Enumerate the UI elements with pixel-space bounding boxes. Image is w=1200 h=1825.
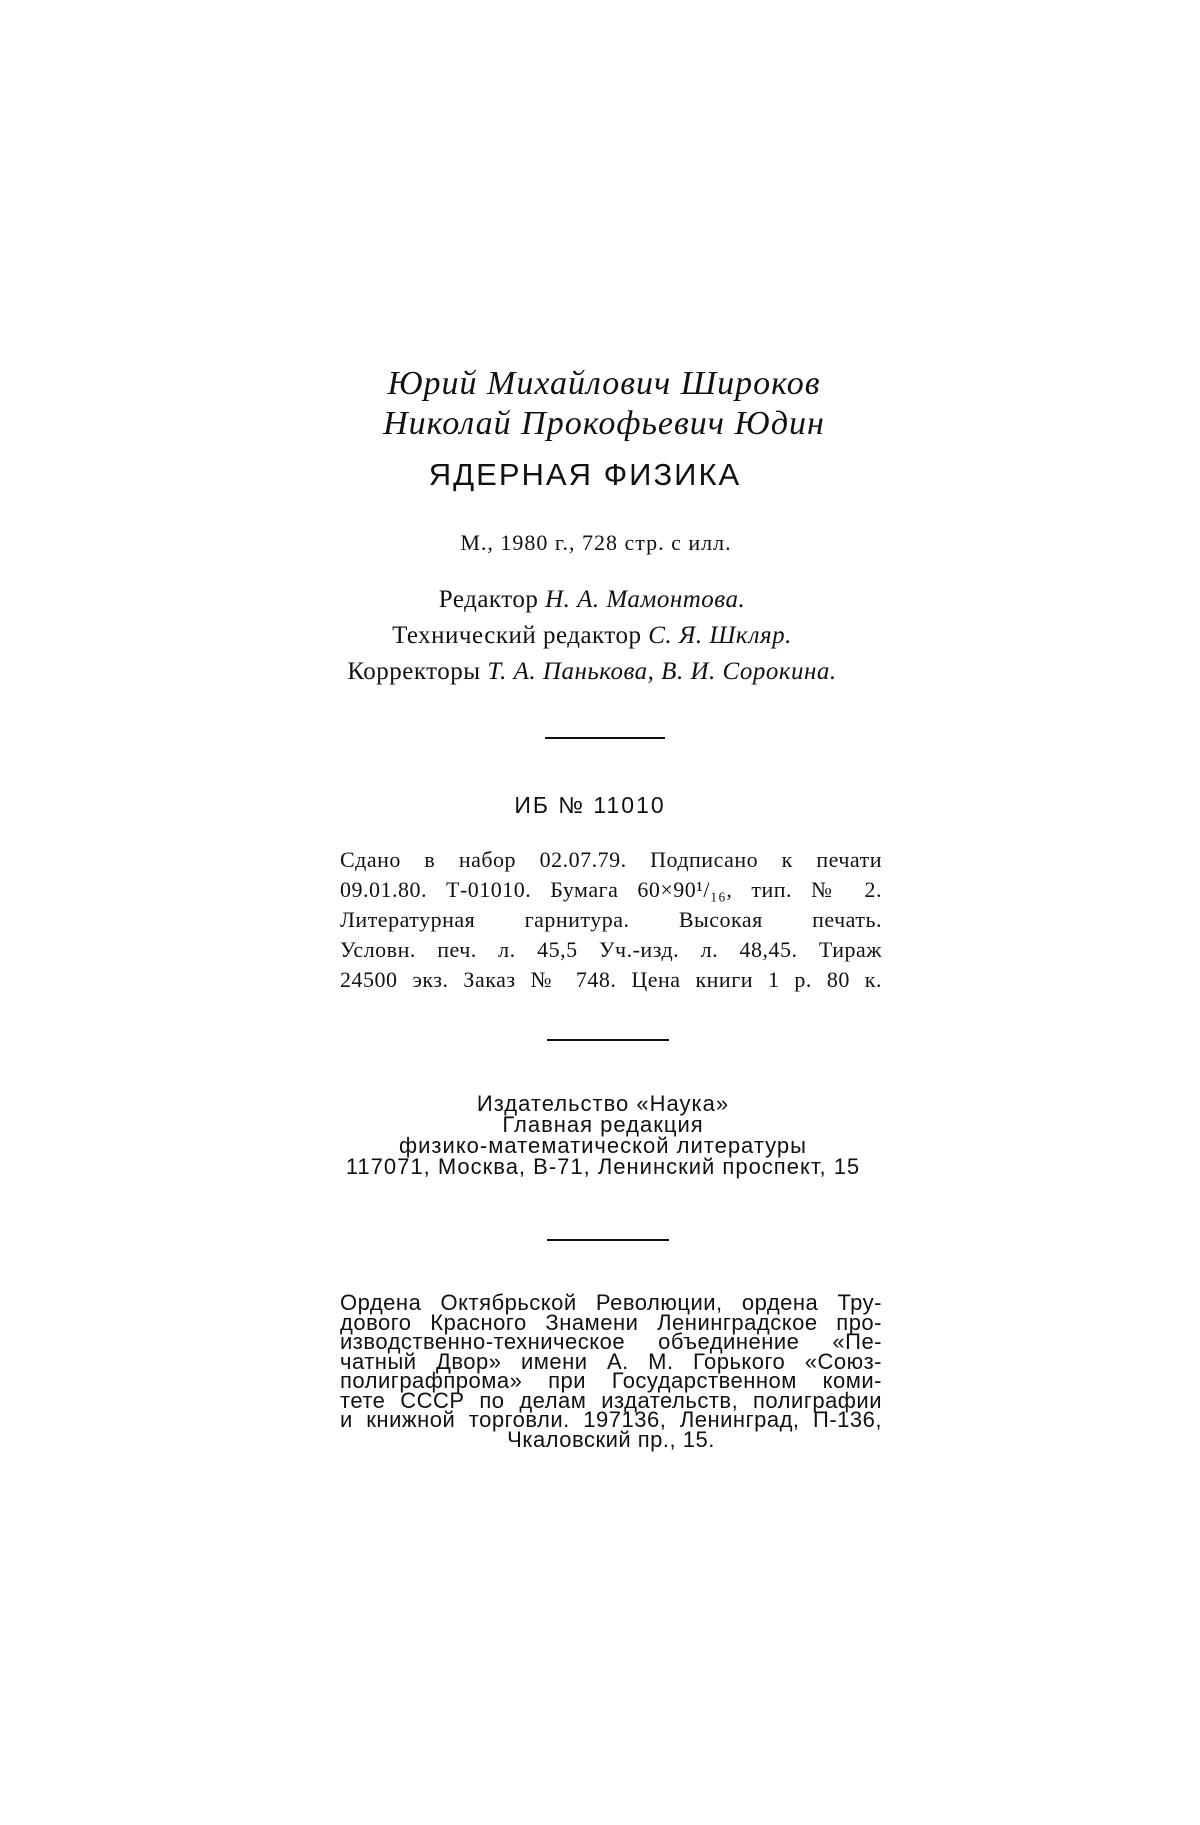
publisher-line: Главная редакция (502, 1112, 704, 1137)
credit-names: Т. А. Панькова, В. И. Сорокина. (487, 658, 837, 685)
publication-info: М., 1980 г., 728 стр. с илл. (460, 530, 732, 555)
credit-role: Технический редактор (392, 622, 642, 649)
credit-role: Редактор (438, 586, 539, 613)
divider-rule (545, 737, 665, 739)
printer-line: Чкаловский пр., 15. (507, 1426, 715, 1452)
printer-line: изводственно-техническое объединение «Пе- (340, 1329, 882, 1354)
printer-line: дового Красного Знамени Ленинградское про- (340, 1309, 882, 1335)
credit-row (0, 582, 1192, 618)
ib-number: ИБ № 11010 (514, 792, 666, 818)
author-name: Николай Прокофьевич Юдин (383, 405, 825, 442)
credit-names: Н. А. Мамонтова. (545, 586, 746, 613)
imprint-block (340, 845, 882, 995)
editorial-credits (0, 582, 1200, 690)
printer-line: полиграфпрома» при Государственном коми- (340, 1368, 882, 1393)
credit-row (0, 618, 1192, 654)
printer-line: Ордена Октябрьской Революции, ордена Тру- (340, 1290, 882, 1315)
credit-role: Корректоры (347, 658, 481, 685)
publisher-line: 117071, Москва, В-71, Ленинский проспект, 15 (345, 1154, 861, 1179)
book-title: ЯДЕРНАЯ ФИЗИКА (428, 457, 742, 492)
printer-line: и книжной торговли. 197136, Ленинград, П-136, (340, 1407, 882, 1432)
imprint-line: 24500 экз. Заказ № 748. Цена книги 1 р. 80 к. (340, 967, 882, 992)
credit-names: С. Я. Шкляр. (648, 622, 792, 649)
printer-block (340, 1290, 882, 1452)
publisher-block (0, 1093, 1200, 1177)
credit-row (0, 654, 1192, 690)
author-name: Юрий Михайлович Широков (387, 365, 821, 402)
author-list (0, 364, 1200, 444)
imprint-line: 09.01.80. Т-01010. Бумага 60×90¹/₁₆, тип. № 2. (340, 877, 882, 902)
publisher-line: Издательство «Наука» (476, 1091, 730, 1116)
printer-line: тете СССР по делам издательств, полиграфии (340, 1387, 882, 1413)
publisher-line: физико-математической литературы (399, 1133, 807, 1158)
divider-rule (547, 1239, 669, 1241)
divider-rule (547, 1039, 669, 1041)
imprint-line: Литературная гарнитура. Высокая печать. (340, 907, 882, 932)
imprint-line: Сдано в набор 02.07.79. Подписано к печати (340, 847, 882, 872)
imprint-line: Условн. печ. л. 45,5 Уч.-изд. л. 48,45. Тираж (340, 937, 882, 962)
printer-line: чатный Двор» имени А. М. Горького «Союз- (340, 1348, 882, 1374)
